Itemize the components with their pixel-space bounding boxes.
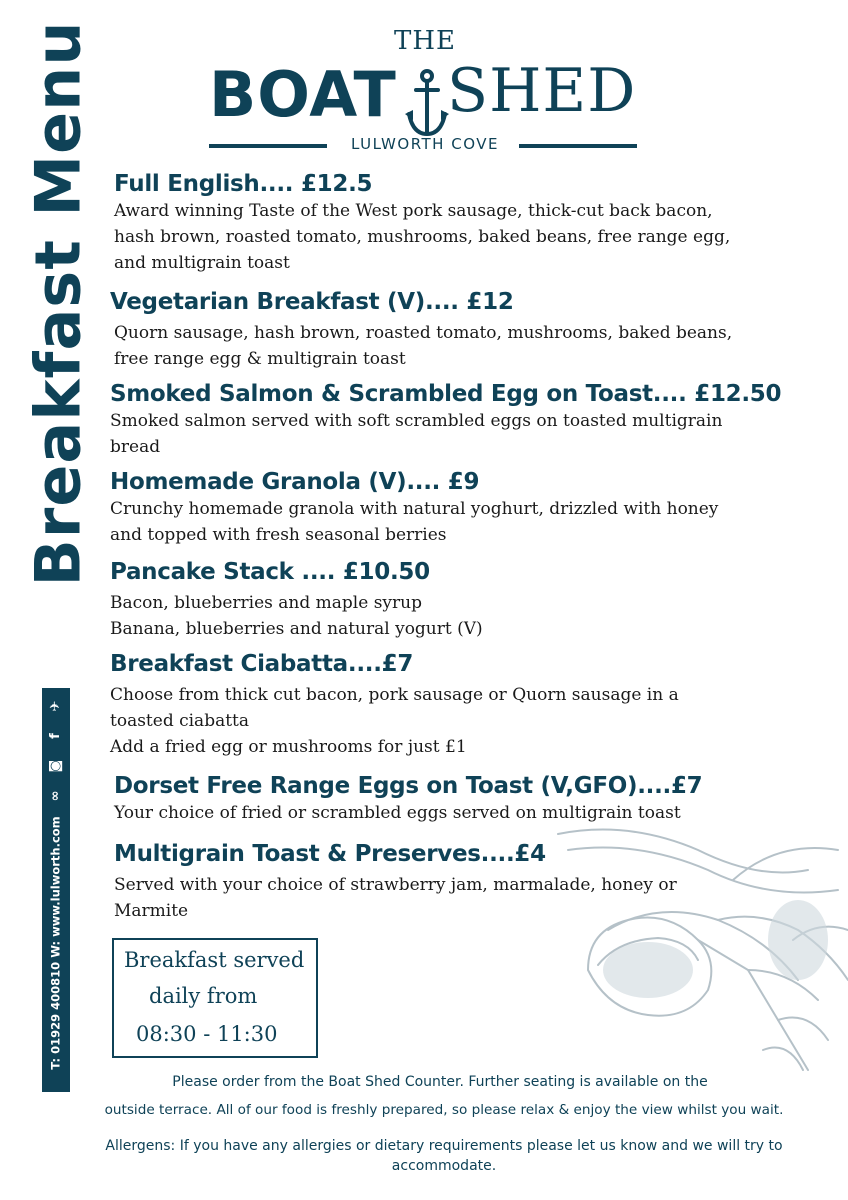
menu-item-title: Full English.... £12.5 <box>114 171 373 197</box>
menu-item-title: Multigrain Toast & Preserves....£4 <box>114 841 546 867</box>
tripadvisor-icon[interactable]: ∞ <box>48 790 63 802</box>
menu-item-breakfast-ciabatta <box>110 650 810 760</box>
menu-item-desc-line: Award winning Taste of the West pork sausage, thick-cut back bacon, <box>114 201 713 221</box>
menu-item-desc-line: Served with your choice of strawberry jam, marmalade, honey or <box>114 875 677 895</box>
hours-line-2: daily from <box>149 984 258 1008</box>
menu-item-desc-line: toasted ciabatta <box>110 711 250 731</box>
menu-item-desc-line: bread <box>110 437 161 457</box>
menu-item-desc-line: Choose from thick cut bacon, pork sausage or Quorn sausage in a <box>110 685 679 705</box>
menu-item-full-english <box>114 170 814 276</box>
hours-line-3: 08:30 - 11:30 <box>136 1022 278 1046</box>
menu-item-desc-line: Add a fried egg or mushrooms for just £1 <box>110 737 467 757</box>
footer-allergens-line-1: Allergens: If you have any allergies or dietary requirements please let us know and we will try to <box>105 1138 783 1154</box>
menu-item-desc-line: Bacon, blueberries and maple syrup <box>110 593 422 613</box>
logo-rule-left <box>209 144 327 148</box>
menu-item-title: Smoked Salmon & Scrambled Egg on Toast.... £12.50 <box>110 381 782 407</box>
menu-item-desc-line: Quorn sausage, hash brown, roasted tomato, mushrooms, baked beans, <box>114 323 733 343</box>
menu-item-desc-line: Your choice of fried or scrambled eggs served on multigrain toast <box>114 803 681 823</box>
hours-box <box>112 938 318 1058</box>
logo-the: THE <box>394 26 456 56</box>
menu-item-homemade-granola <box>110 468 810 548</box>
contact-text-wrap <box>42 808 70 1078</box>
logo-shed: SHED <box>447 56 637 126</box>
logo-rule-right <box>519 144 637 148</box>
menu-item-title: Dorset Free Range Eggs on Toast (V,GFO)....£7 <box>114 773 703 799</box>
side-title <box>21 20 95 586</box>
menu-item-pancake-stack <box>110 558 810 642</box>
menu-item-desc-line: Marmite <box>114 901 189 921</box>
side-title-text: Breakfast Menu <box>21 20 95 586</box>
logo <box>205 24 645 164</box>
logo-subtitle: LULWORTH COVE <box>350 135 499 153</box>
footer-line-1: Please order from the Boat Shed Counter. Further seating is available on the <box>172 1074 708 1090</box>
footer-allergens-line-2: accommodate. <box>391 1158 497 1174</box>
facebook-icon[interactable]: f <box>48 733 63 739</box>
menu-item-desc-line: free range egg & multigrain toast <box>114 349 406 369</box>
menu-item-desc-line: and multigrain toast <box>114 253 290 273</box>
menu-item-desc-line: Banana, blueberries and natural yogurt (V) <box>110 619 483 639</box>
menu-item-title: Homemade Granola (V).... £9 <box>110 469 480 495</box>
anchor-icon <box>405 68 449 140</box>
footer-line-2: outside terrace. All of our food is freshly prepared, so please relax & enjoy the view whilst you wait. <box>104 1102 784 1118</box>
menu-item-title: Vegetarian Breakfast (V).... £12 <box>110 289 514 315</box>
menu-item-desc-line: hash brown, roasted tomato, mushrooms, baked beans, free range egg, <box>114 227 731 247</box>
hours-line-1: Breakfast served <box>124 948 305 972</box>
menu-item-desc-line: and topped with fresh seasonal berries <box>110 525 447 545</box>
menu-item-title: Pancake Stack .... £10.50 <box>110 559 430 585</box>
social-icons <box>42 696 70 806</box>
contact-strip <box>42 688 70 1092</box>
menu-item-dorset-eggs <box>114 772 814 826</box>
contact-text: T: 01929 400810 W: www.lulworth.com <box>49 816 63 1070</box>
menu-item-smoked-salmon <box>110 380 810 460</box>
instagram-icon[interactable]: ◙ <box>48 759 63 773</box>
menu-item-desc-line: Crunchy homemade granola with natural yoghurt, drizzled with honey <box>110 499 719 519</box>
menu-item-desc-line: Smoked salmon served with soft scrambled eggs on toasted multigrain <box>110 411 723 431</box>
logo-boat: BOAT <box>209 58 397 131</box>
menu-item-vegetarian-breakfast <box>110 288 810 372</box>
twitter-icon[interactable]: ✈ <box>48 700 63 712</box>
lobster-illustration <box>548 820 848 1080</box>
menu-item-title: Breakfast Ciabatta....£7 <box>110 651 414 677</box>
